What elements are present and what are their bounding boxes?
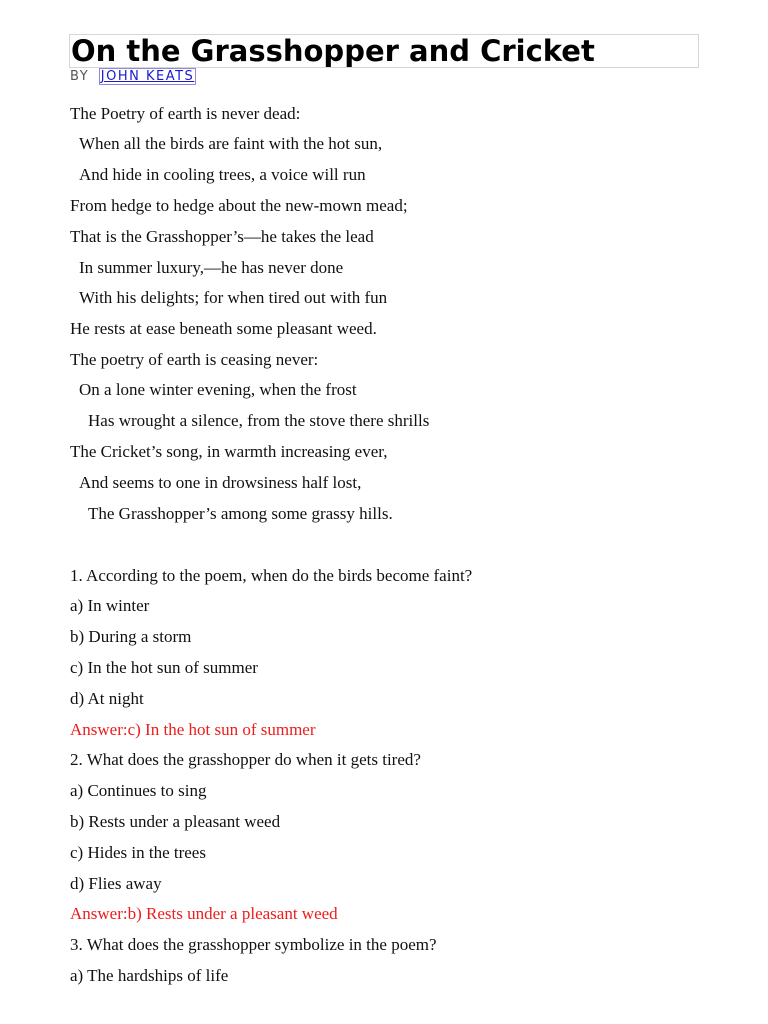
byline xyxy=(70,69,196,84)
answer-option: d) Flies away xyxy=(70,874,162,893)
answer-option: d) At night xyxy=(70,689,144,708)
answer-option: b) During a storm xyxy=(70,627,192,646)
poem-line: The Poetry of earth is never dead: xyxy=(70,104,301,123)
answer-option: c) Hides in the trees xyxy=(70,843,206,862)
poem-line: On a lone winter evening, when the frost xyxy=(79,380,357,399)
answer-option: a) Continues to sing xyxy=(70,781,207,800)
poem-line: In summer luxury,—he has never done xyxy=(79,258,344,277)
correct-answer: Answer:b) Rests under a pleasant weed xyxy=(70,904,338,923)
poem-line: With his delights; for when tired out with fun xyxy=(79,288,388,307)
question-text: 1. According to the poem, when do the birds become faint? xyxy=(70,566,473,585)
answer-option: b) Rests under a pleasant weed xyxy=(70,812,281,831)
poem-line: And hide in cooling trees, a voice will run xyxy=(79,165,366,184)
correct-answer: Answer:c) In the hot sun of summer xyxy=(70,720,316,739)
title-box xyxy=(69,34,699,68)
poem-line: The Grasshopper’s among some grassy hills. xyxy=(88,504,393,523)
page-title: On the Grasshopper and Cricket xyxy=(71,34,595,68)
poem-line: When all the birds are faint with the hot sun, xyxy=(79,134,383,153)
poem-line: Has wrought a silence, from the stove there shrills xyxy=(88,411,430,430)
author-link[interactable]: JOHN KEATS xyxy=(100,69,195,84)
answer-option: a) The hardships of life xyxy=(70,966,229,985)
question-text: 3. What does the grasshopper symbolize in the poem? xyxy=(70,935,437,954)
poem-line: The Cricket’s song, in warmth increasing ever, xyxy=(70,442,388,461)
poem-line: He rests at ease beneath some pleasant weed. xyxy=(70,319,377,338)
answer-option: c) In the hot sun of summer xyxy=(70,658,258,677)
byline-prefix: BY xyxy=(70,69,90,84)
poem-line: From hedge to hedge about the new-mown mead; xyxy=(70,196,408,215)
answer-option: a) In winter xyxy=(70,596,150,615)
poem-line: The poetry of earth is ceasing never: xyxy=(70,350,319,369)
poem-line: That is the Grasshopper’s—he takes the lead xyxy=(70,227,374,246)
question-text: 2. What does the grasshopper do when it gets tired? xyxy=(70,750,421,769)
poem-line: And seems to one in drowsiness half lost, xyxy=(79,473,362,492)
